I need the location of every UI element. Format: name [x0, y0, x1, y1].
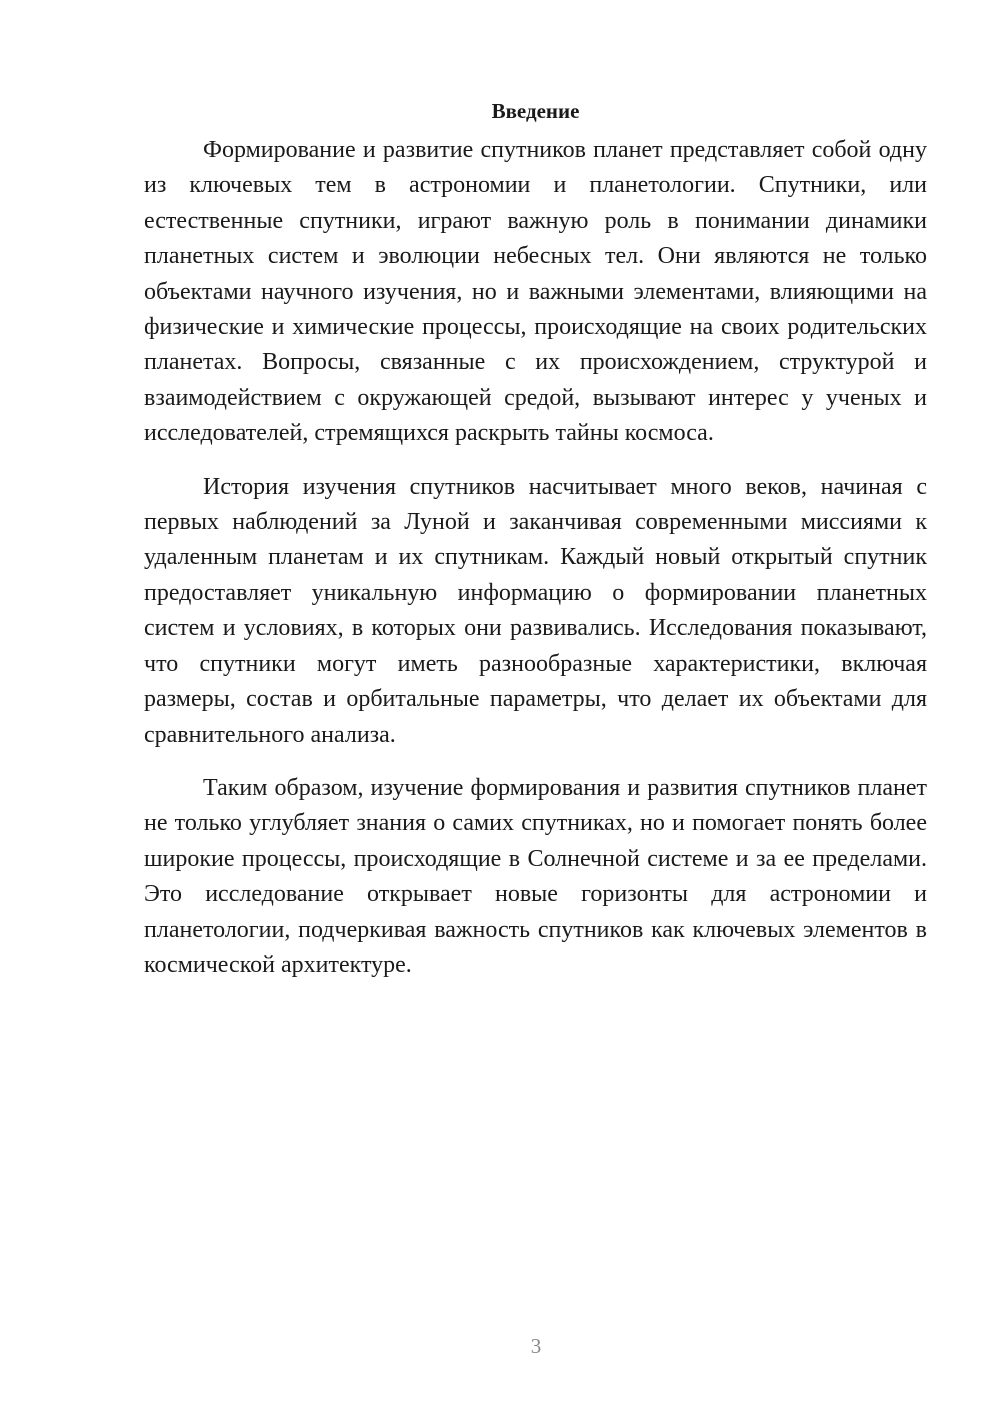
section-heading: Введение	[491, 99, 580, 123]
paragraph-1: Формирование и развитие спутников планет представляет собой одну из ключевых тем в астрономии и планетологии. Спутники, или естественные спутники, играют важную роль в понимании динамики планетных систем и эволюции небесных тел. Они являются не только объектами научного изучения, но и важными элементами, влияющими на физические и химические процессы, происходящие на своих родительских планетах. Вопросы, связанные с их происхождением, структурой и взаимодействием с окружающей средой, вызывают интерес у ученых и исследователей, стремящихся раскрыть тайны космоса.	[144, 137, 927, 447]
paragraph-3: Таким образом, изучение формирования и развития спутников планет не только углубляет знания о самих спутниках, но и помогает понять более широкие процессы, происходящие в Солнечной системе и за ее пределами. Это исследование открывает новые горизонты для астрономии и планетологии, подчеркивая важность спутников как ключевых элементов в космической архитектуре.	[144, 774, 927, 978]
page-content	[144, 97, 927, 983]
paragraph-2: История изучения спутников насчитывает много веков, начиная с первых наблюдений за Луной и заканчивая современными миссиями к удаленным планетам и их спутникам. Каждый новый открытый спутник предоставляет уникальную информацию о формировании планетных систем и условиях, в которых они развивались. Исследования показывают, что спутники могут иметь разнообразные характеристики, включая размеры, состав и орбитальные параметры, что делает их объектами для сравнительного анализа.	[144, 473, 927, 748]
page-number: 3	[530, 1334, 542, 1358]
